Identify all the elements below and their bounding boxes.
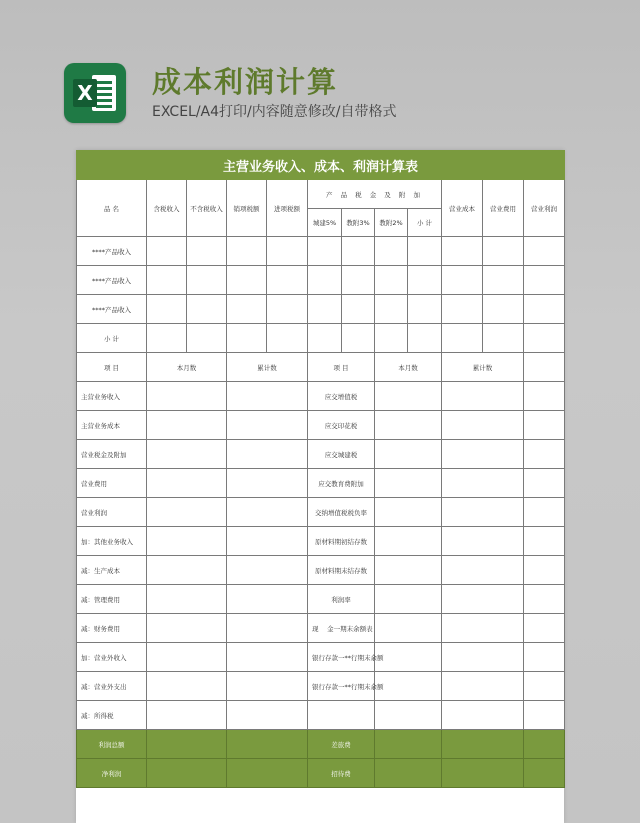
left-item-label: 减：营业外支出 [77, 672, 147, 701]
table-cell[interactable] [147, 382, 227, 411]
table-cell[interactable] [375, 237, 408, 266]
table-cell[interactable] [524, 237, 565, 266]
right-item-label: 应交城建税 [308, 440, 375, 469]
table-cell[interactable] [442, 672, 524, 701]
table-cell[interactable] [375, 614, 442, 643]
left-item-label: 减：财务费用 [77, 614, 147, 643]
table-cell[interactable] [524, 672, 565, 701]
table-cell[interactable] [227, 324, 267, 353]
table-cell[interactable] [375, 759, 442, 788]
table-cell[interactable] [375, 527, 442, 556]
table-cell[interactable] [227, 440, 308, 469]
table-cell[interactable] [375, 411, 442, 440]
table-cell[interactable] [408, 237, 442, 266]
product-label: ****产品收入 [77, 237, 147, 266]
table-cell[interactable] [147, 614, 227, 643]
table-row [77, 759, 565, 788]
table-row [77, 672, 565, 701]
table-cell[interactable] [408, 295, 442, 324]
table-cell[interactable] [147, 585, 227, 614]
table-cell[interactable] [267, 324, 308, 353]
head-output-tax: 销项税额 [227, 180, 267, 237]
table-cell[interactable] [227, 527, 308, 556]
table-cell[interactable] [442, 237, 483, 266]
table-cell[interactable] [375, 295, 408, 324]
left-item-label: 主营业务收入 [77, 382, 147, 411]
table-cell[interactable] [442, 295, 483, 324]
table-row [77, 643, 565, 672]
table-cell[interactable] [375, 266, 408, 295]
excel-x-mark: X [73, 79, 97, 107]
table-row [77, 527, 565, 556]
table-cell[interactable] [524, 498, 565, 527]
table-cell[interactable] [442, 382, 524, 411]
head-tax-group: 产 品 税 金 及 附 加 [308, 180, 442, 209]
table-cell[interactable] [524, 382, 565, 411]
table-cell[interactable] [147, 701, 227, 730]
left-item-label: 减：所得税 [77, 701, 147, 730]
table-cell[interactable] [524, 266, 565, 295]
table-cell[interactable] [483, 266, 524, 295]
page-title: 成本利润计算 [152, 65, 339, 99]
table-cell[interactable] [524, 527, 565, 556]
left-item-label: 减：生产成本 [77, 556, 147, 585]
head-op-profit: 营业利润 [524, 180, 565, 237]
table-cell[interactable] [227, 237, 267, 266]
table-cell[interactable] [375, 643, 442, 672]
table-cell[interactable] [267, 295, 308, 324]
table-cell[interactable] [375, 324, 408, 353]
table-row [77, 295, 565, 324]
table-row [77, 440, 565, 469]
right-item-label: 银行存款一**行期末余额 [308, 672, 375, 701]
table-cell[interactable] [524, 469, 565, 498]
table-cell[interactable] [147, 498, 227, 527]
left-item-label: 加：营业外收入 [77, 643, 147, 672]
subtotal-label: 小 计 [77, 324, 147, 353]
table-row [77, 469, 565, 498]
spreadsheet-paper [76, 150, 564, 823]
right-item-label: 应交增值税 [308, 382, 375, 411]
table-cell[interactable] [442, 759, 524, 788]
table-cell[interactable] [267, 237, 308, 266]
table-row [77, 701, 565, 730]
table-cell[interactable] [342, 324, 375, 353]
table-cell[interactable] [227, 411, 308, 440]
footer-right-label: 差旅费 [308, 730, 375, 759]
table-cell[interactable] [308, 295, 342, 324]
profit-calc-table [76, 150, 565, 788]
table-cell[interactable] [524, 643, 565, 672]
table-cell[interactable] [442, 469, 524, 498]
table-cell[interactable] [342, 295, 375, 324]
table-title: 主营业务收入、成本、利润计算表 [77, 151, 565, 180]
left-item-label: 加：其他业务收入 [77, 527, 147, 556]
left-item-label: 营业费用 [77, 469, 147, 498]
head-name: 品 名 [77, 180, 147, 237]
table-cell[interactable] [342, 237, 375, 266]
table-cell[interactable] [227, 469, 308, 498]
right-item-label: 应交教育费附加 [308, 469, 375, 498]
product-label: ****产品收入 [77, 295, 147, 324]
section-head-month2: 本月数 [375, 353, 442, 382]
table-cell[interactable] [147, 440, 227, 469]
section-head-cumulative2: 累计数 [442, 353, 524, 382]
table-cell[interactable] [524, 701, 565, 730]
table-row [77, 614, 565, 643]
table-row [77, 237, 565, 266]
table-cell[interactable] [408, 266, 442, 295]
table-cell[interactable] [308, 237, 342, 266]
table-cell[interactable] [147, 556, 227, 585]
head-input-tax: 进项税额 [267, 180, 308, 237]
table-cell[interactable] [342, 266, 375, 295]
table-cell[interactable] [442, 556, 524, 585]
table-cell[interactable] [227, 614, 308, 643]
section-head-cumulative: 累计数 [227, 353, 308, 382]
footer-left-label: 净利润 [77, 759, 147, 788]
table-cell[interactable] [267, 266, 308, 295]
right-item-label: 应交印花税 [308, 411, 375, 440]
head-op-cost: 营业成本 [442, 180, 483, 237]
table-row [77, 498, 565, 527]
table-cell[interactable] [375, 440, 442, 469]
table-row [77, 266, 565, 295]
table-cell[interactable] [375, 498, 442, 527]
table-cell[interactable] [524, 295, 565, 324]
product-label: ****产品收入 [77, 266, 147, 295]
section-head-month: 本月数 [147, 353, 227, 382]
table-cell[interactable] [442, 498, 524, 527]
excel-icon [64, 63, 126, 123]
table-cell[interactable] [524, 614, 565, 643]
head-incl-tax: 含税收入 [147, 180, 187, 237]
table-cell[interactable] [227, 585, 308, 614]
section-head-item: 项 目 [77, 353, 147, 382]
table-cell[interactable] [442, 701, 524, 730]
table-cell[interactable] [442, 730, 524, 759]
right-item-label: 原材料期初结存数 [308, 527, 375, 556]
table-cell[interactable] [524, 411, 565, 440]
table-cell[interactable] [375, 469, 442, 498]
table-cell[interactable] [147, 672, 227, 701]
table-row [77, 556, 565, 585]
table-cell[interactable] [375, 585, 442, 614]
table-cell[interactable] [408, 324, 442, 353]
table-cell[interactable] [147, 324, 187, 353]
table-cell[interactable] [524, 585, 565, 614]
table-cell[interactable] [442, 527, 524, 556]
table-cell[interactable] [483, 237, 524, 266]
table-cell[interactable] [524, 324, 565, 353]
table-cell[interactable] [147, 411, 227, 440]
table-cell[interactable] [227, 556, 308, 585]
head-excl-tax: 不含税收入 [187, 180, 227, 237]
table-cell[interactable] [483, 324, 524, 353]
table-cell[interactable] [483, 295, 524, 324]
table-cell[interactable] [308, 324, 342, 353]
right-item-label [308, 701, 375, 730]
table-row [77, 730, 565, 759]
table-cell[interactable] [442, 440, 524, 469]
table-cell[interactable] [227, 672, 308, 701]
table-cell[interactable] [375, 730, 442, 759]
table-cell[interactable] [187, 295, 227, 324]
right-item-label: 现 金一期末余额表 [308, 614, 375, 643]
table-cell[interactable] [442, 614, 524, 643]
table-cell[interactable] [147, 759, 227, 788]
table-cell[interactable] [375, 556, 442, 585]
table-cell[interactable] [308, 266, 342, 295]
table-cell[interactable] [375, 701, 442, 730]
table-cell[interactable] [524, 440, 565, 469]
right-item-label: 利润率 [308, 585, 375, 614]
table-cell[interactable] [147, 730, 227, 759]
table-cell[interactable] [227, 382, 308, 411]
table-cell[interactable] [147, 266, 187, 295]
right-item-label: 银行存款一**行期末余额 [308, 643, 375, 672]
page-subtitle: EXCEL/A4打印/内容随意修改/自带格式 [152, 104, 397, 120]
right-item-label: 原材料期末结存数 [308, 556, 375, 585]
table-cell[interactable] [147, 469, 227, 498]
head-city-tax: 城建5% [308, 209, 342, 237]
left-item-label: 减：管理费用 [77, 585, 147, 614]
head-op-expense: 营业费用 [483, 180, 524, 237]
table-cell[interactable] [442, 266, 483, 295]
head-local-edu: 教附2% [375, 209, 408, 237]
table-cell[interactable] [442, 324, 483, 353]
table-cell[interactable] [227, 498, 308, 527]
table-cell[interactable] [227, 730, 308, 759]
table-cell[interactable] [524, 759, 565, 788]
right-item-label: 交纳增值税税负率 [308, 498, 375, 527]
head-subtotal: 小 计 [408, 209, 442, 237]
table-cell[interactable] [227, 266, 267, 295]
table-row [77, 324, 565, 353]
footer-right-label: 招待费 [308, 759, 375, 788]
table-cell[interactable] [187, 237, 227, 266]
table-row [77, 382, 565, 411]
table-cell[interactable] [227, 295, 267, 324]
table-cell[interactable] [375, 382, 442, 411]
table-cell[interactable] [227, 759, 308, 788]
table-row [77, 411, 565, 440]
table-cell[interactable] [442, 585, 524, 614]
left-item-label: 主营业务成本 [77, 411, 147, 440]
table-cell[interactable] [524, 730, 565, 759]
table-cell[interactable] [187, 266, 227, 295]
table-cell[interactable] [375, 672, 442, 701]
table-cell[interactable] [147, 237, 187, 266]
table-cell[interactable] [147, 527, 227, 556]
table-cell[interactable] [147, 643, 227, 672]
footer-left-label: 利润总额 [77, 730, 147, 759]
head-edu-tax: 教附3% [342, 209, 375, 237]
table-cell[interactable] [524, 556, 565, 585]
left-item-label: 营业税金及附加 [77, 440, 147, 469]
table-cell[interactable] [442, 643, 524, 672]
table-cell[interactable] [442, 411, 524, 440]
table-row [77, 353, 565, 382]
left-item-label: 营业利润 [77, 498, 147, 527]
table-cell[interactable] [227, 643, 308, 672]
table-row [77, 585, 565, 614]
table-cell[interactable] [227, 701, 308, 730]
section-head-item2: 项 目 [308, 353, 375, 382]
table-cell[interactable] [524, 353, 565, 382]
table-cell[interactable] [147, 295, 187, 324]
table-cell[interactable] [187, 324, 227, 353]
